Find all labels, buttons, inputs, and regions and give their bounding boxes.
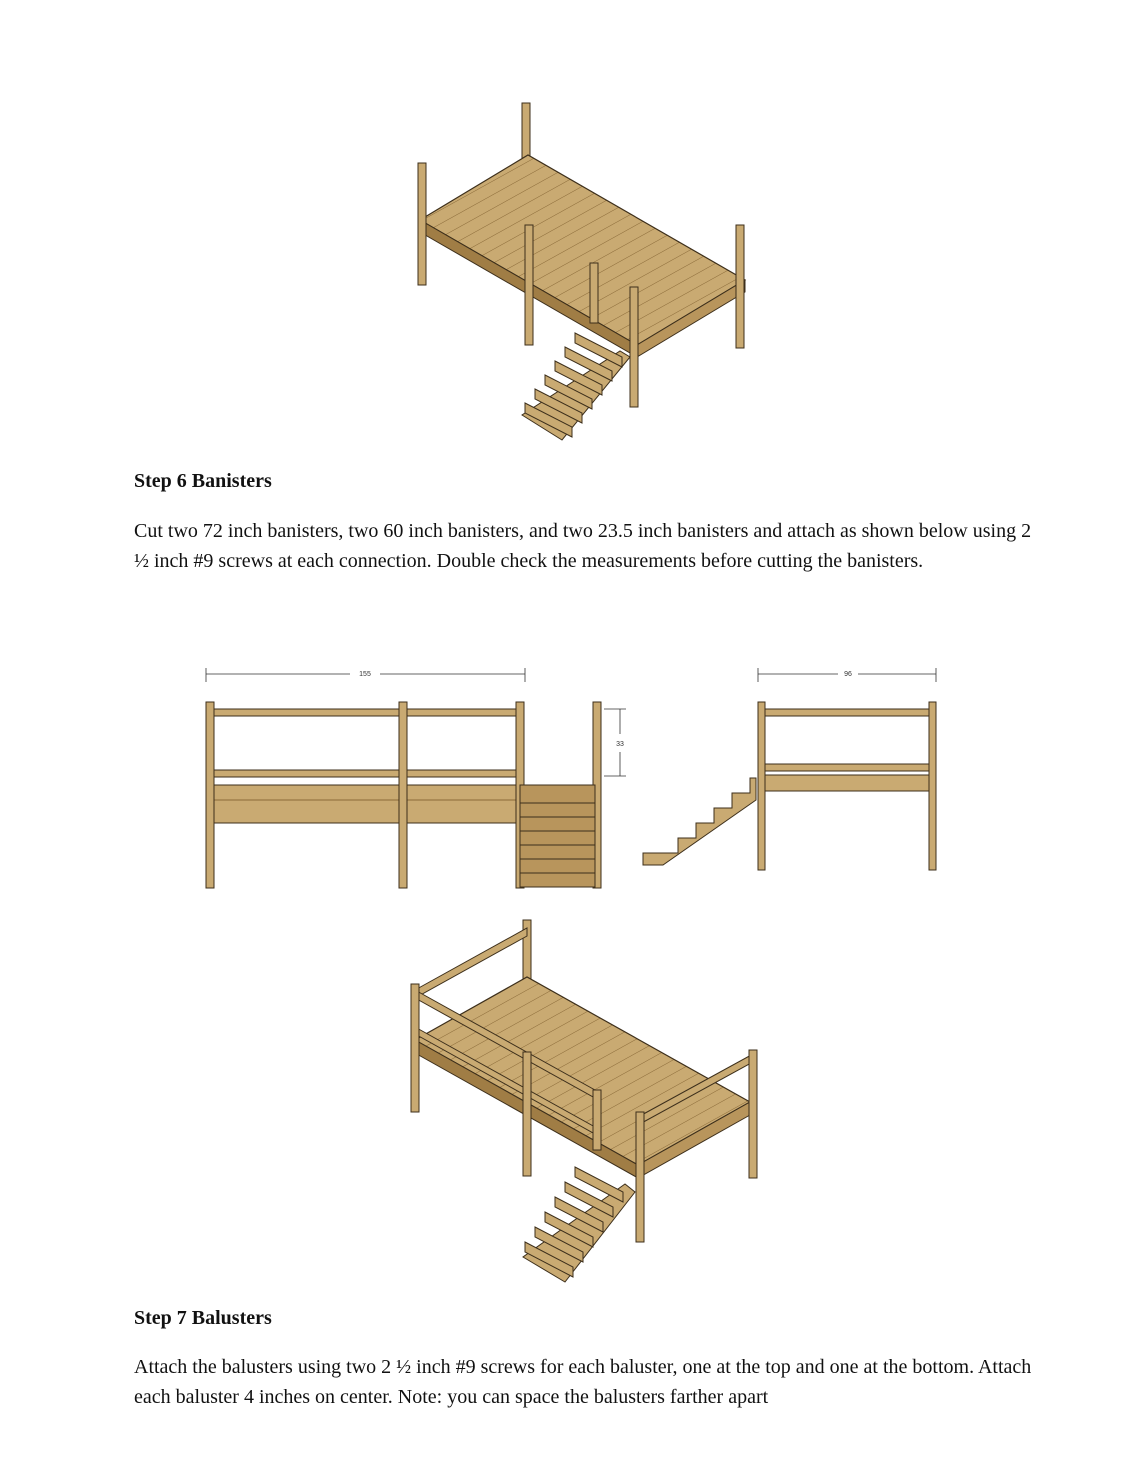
front-elevation-figure xyxy=(200,660,624,895)
post-right xyxy=(749,1050,757,1178)
post-front-1 xyxy=(525,225,533,345)
dimension-side-width-label: 96 xyxy=(844,671,852,678)
side-mid-rail xyxy=(758,764,936,771)
dimension-rail-height-label: 33 xyxy=(616,741,624,748)
mid-rail xyxy=(206,770,524,777)
post-left xyxy=(411,984,419,1112)
deck-banisters-isometric-figure xyxy=(395,912,775,1292)
post-front-2 xyxy=(593,1090,601,1150)
side-deck-beam xyxy=(758,775,936,791)
stairs xyxy=(523,1167,635,1282)
step7-body: Attach the balusters using two 2 ½ inch #9 screws for each baluster, one at the top and one at the bottom. Attach each baluster 4 inches on center. Note: you can space the balusters farther apart xyxy=(134,1356,1032,1408)
top-rail xyxy=(206,709,524,716)
post-front-2 xyxy=(590,263,598,323)
deck-posts-isometric-figure xyxy=(400,95,770,455)
side-top-rail xyxy=(758,709,936,716)
post-front-3 xyxy=(636,1112,644,1242)
step6-body: Cut two 72 inch banisters, two 60 inch banisters, and two 23.5 inch banisters and attach as shown below using 2 ½ inch #9 screws at each connection. Double check the measurements before cutting the banisters. xyxy=(134,520,1032,572)
stair-stringer xyxy=(643,778,756,865)
post-left xyxy=(418,163,426,285)
step6-heading: Step 6 Banisters xyxy=(134,470,272,492)
post-1 xyxy=(206,702,214,888)
post-2 xyxy=(399,702,407,888)
post-front-1 xyxy=(523,1052,531,1176)
post-front-3 xyxy=(630,287,638,407)
step7-heading: Step 7 Balusters xyxy=(134,1307,272,1329)
stairs-front xyxy=(520,785,595,887)
dimension-front-width-label: 155 xyxy=(359,671,371,678)
stairs xyxy=(522,333,630,440)
post-right xyxy=(736,225,744,348)
side-post-left xyxy=(758,702,765,870)
side-elevation-figure xyxy=(638,660,948,875)
side-post-right xyxy=(929,702,936,870)
